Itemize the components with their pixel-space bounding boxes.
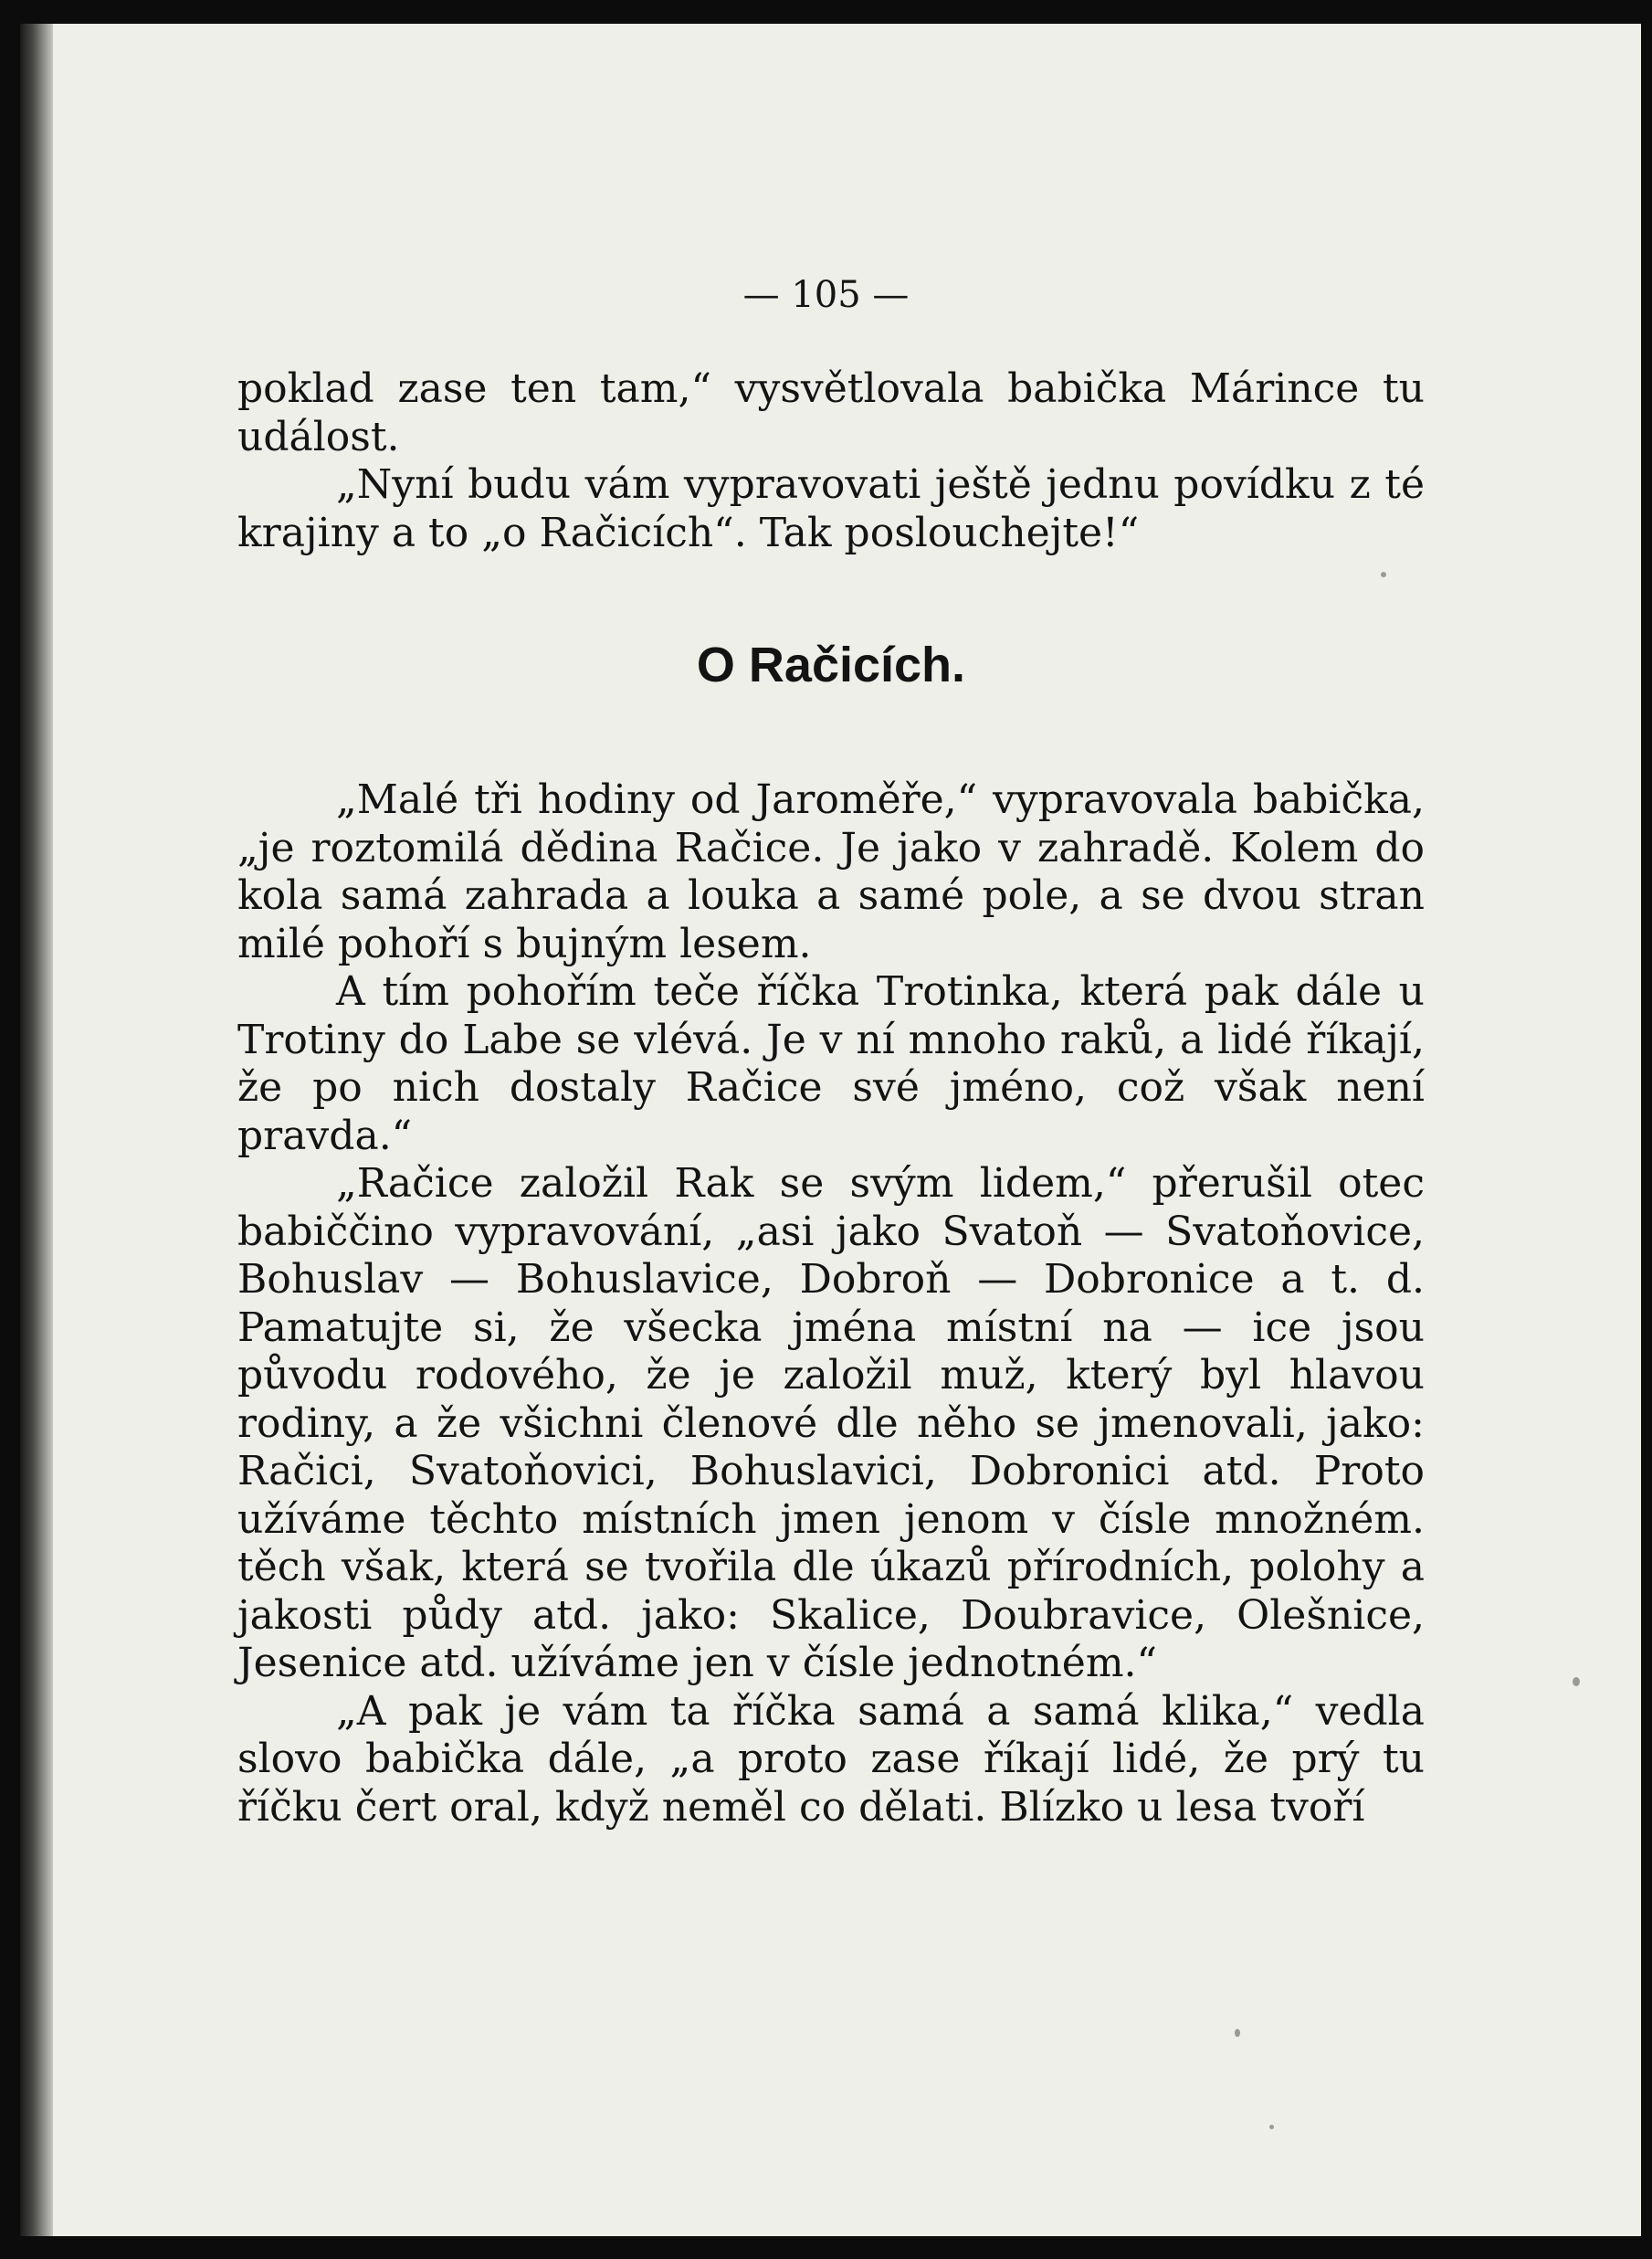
paragraph: poklad zase ten tam,“ vysvětlovala babička Márince tu událost.: [237, 365, 1425, 460]
paper-speck: [1235, 2029, 1240, 2037]
page-number: — 105 —: [742, 274, 910, 316]
paragraph: „A pak je vám ta říčka samá a samá klika,“ vedla slovo babička dále, „a proto zase říkají lidé, že prý tu říčku čert oral, když neměl co dělati. Blízko u lesa tvoří: [237, 1687, 1425, 1831]
paragraph: „Nyní budu vám vypravovati ještě jednu povídku z té krajiny a to „o Račicích“. Tak poslouchejte!“: [237, 461, 1425, 556]
paragraph: A tím pohořím teče říčka Trotinka, která pak dále u Trotiny do Labe se vlévá. Je v ní mnoho raků, a lidé říkají, že po nich dostaly Račice své jméno, což však není pravda.“: [237, 968, 1425, 1159]
binding-shadow: [20, 24, 53, 2236]
section-heading: O Račicích.: [696, 638, 966, 692]
paragraph: „Račice založil Rak se svým lidem,“ přerušil otec babiččino vypravování, „asi jako Svatoň — Svatoňovice, Bohuslav — Bohuslavice, Dobroň — Dobronice a t. d. Pamatujte si, že všecka jména místní na — ice jsou původu rodového, že je založil muž, který byl hlavou rodiny, a že všichni členové dle něho se jmenovali, jako: Račici, Svatoňovici, Bohuslavici, Dobronici atd. Proto užíváme těchto místních jmen jenom v čísle množném. těch však, která se tvořila dle úkazů přírodních, polohy a jakosti půdy atd. jako: Skalice, Doubravice, Olešnice, Jesenice atd. užíváme jen v čísle jednotném.“: [237, 1160, 1425, 1686]
paper-speck: [1573, 1677, 1580, 1686]
paper-speck: [1269, 2125, 1274, 2129]
body-text: [237, 365, 1425, 1831]
paragraph: „Malé tři hodiny od Jaroměře,“ vypravovala babička, „je roztomilá dědina Račice. Je jako v zahradě. Kolem do kola samá zahrada a louka a samé pole, a se dvou stran milé pohoří s bujným lesem.: [237, 776, 1425, 967]
